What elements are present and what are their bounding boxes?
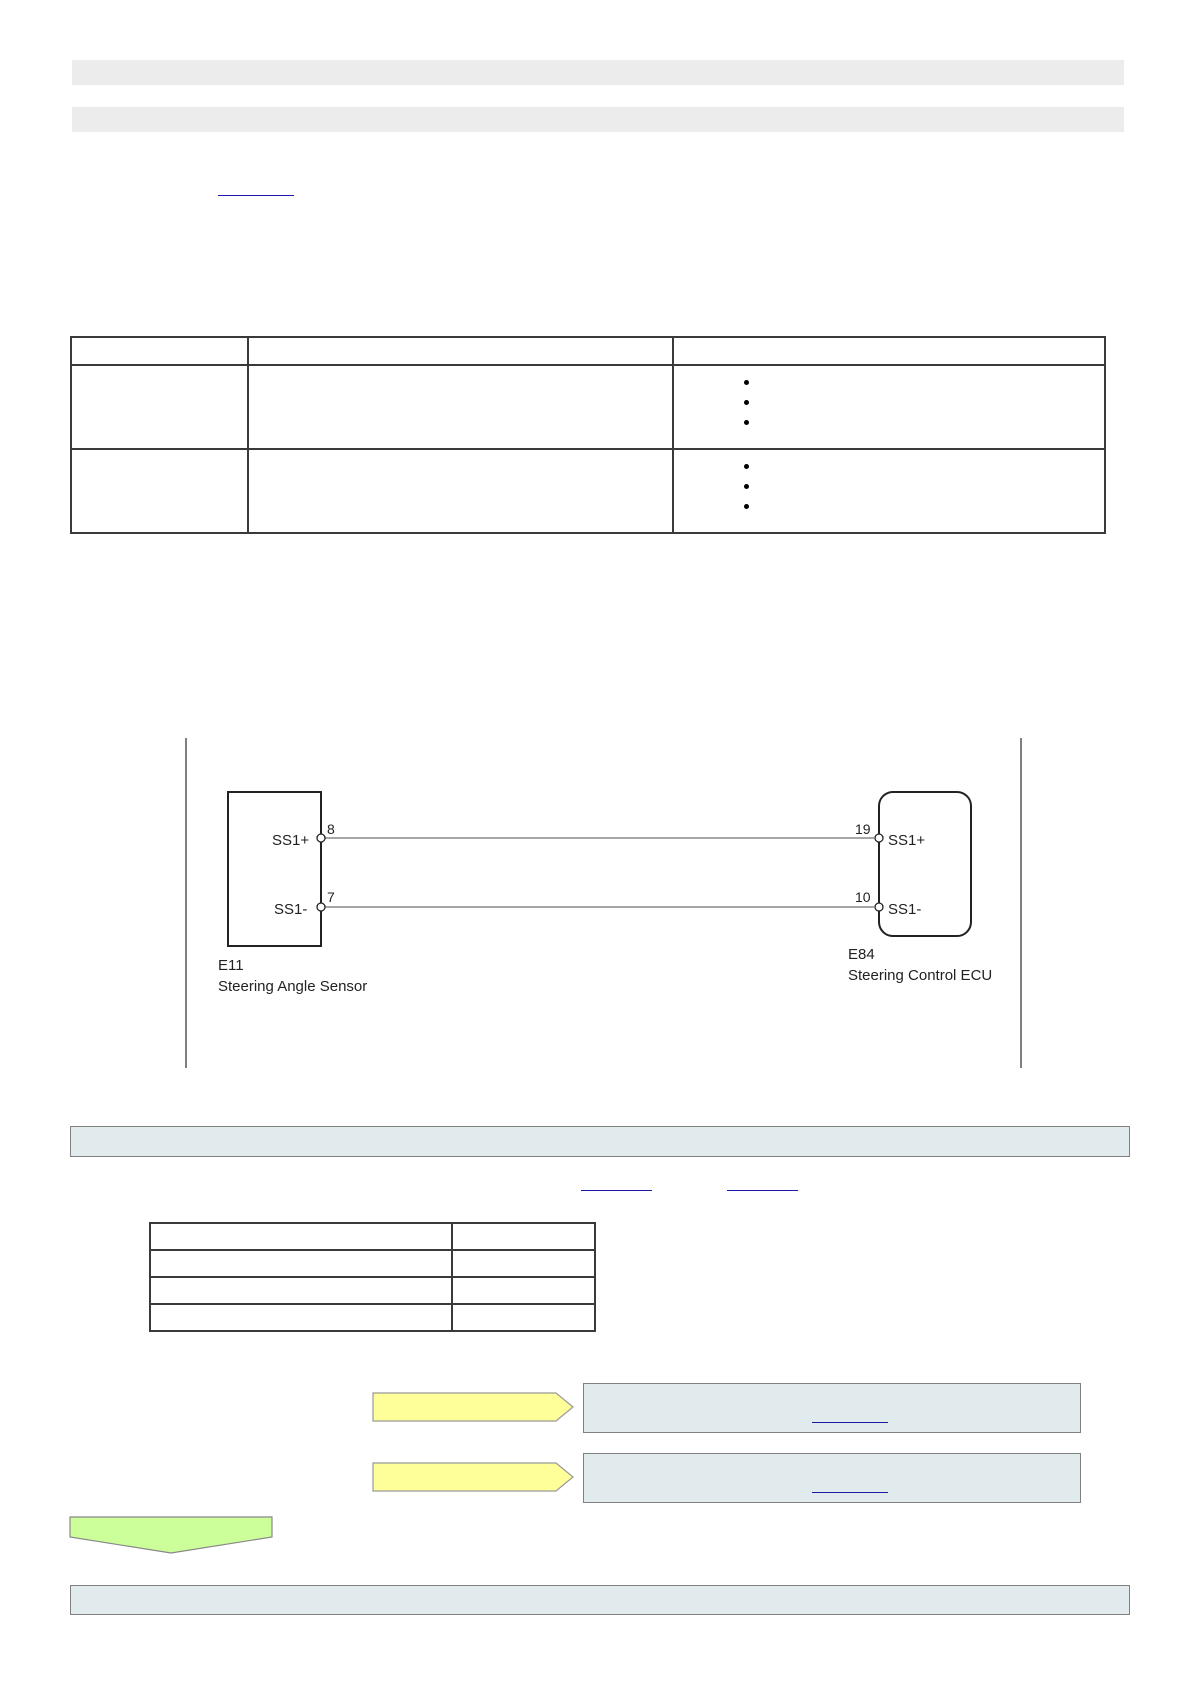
right-component-name: Steering Control ECU — [848, 967, 993, 984]
table-row — [150, 1223, 595, 1250]
table-row — [150, 1250, 595, 1277]
left-pin-label-1: SS1+ — [272, 832, 310, 849]
right-pin-label-1: SS1+ — [888, 832, 926, 849]
step-link-1[interactable] — [581, 1190, 652, 1191]
next-step-arrow-icon[interactable] — [68, 1515, 276, 1555]
result-box-2-link[interactable] — [812, 1492, 888, 1493]
result-table — [149, 1222, 596, 1332]
terminal-icon — [317, 903, 325, 911]
right-pin-number-2: 10 — [855, 889, 871, 905]
result-cell — [150, 1304, 452, 1331]
terminal-icon — [875, 834, 883, 842]
table-row — [150, 1277, 595, 1304]
result-box-1 — [583, 1383, 1081, 1433]
result-cell — [150, 1277, 452, 1304]
result-header-cell — [452, 1223, 595, 1250]
right-component-code: E84 — [848, 946, 875, 963]
left-pin-label-2: SS1- — [274, 901, 308, 918]
right-pin-number-1: 19 — [855, 821, 871, 837]
result-cell — [150, 1250, 452, 1277]
left-component-code: E11 — [218, 957, 244, 974]
result-box-1-link[interactable] — [812, 1422, 888, 1423]
left-pin-number-2: 7 — [327, 889, 335, 905]
result-cell — [452, 1277, 595, 1304]
left-component-name: Steering Angle Sensor — [218, 978, 368, 995]
result-box-2 — [583, 1453, 1081, 1503]
result-header-cell — [150, 1223, 452, 1250]
steering-angle-sensor-box — [228, 792, 321, 946]
result-cell — [452, 1250, 595, 1277]
terminal-icon — [875, 903, 883, 911]
step-section-bar — [70, 1126, 1130, 1157]
terminal-icon — [317, 834, 325, 842]
next-section-bar — [70, 1585, 1130, 1615]
step-link-2[interactable] — [727, 1190, 798, 1191]
result-arrow-1[interactable] — [372, 1391, 576, 1423]
right-pin-label-2: SS1- — [888, 901, 922, 918]
left-pin-number-1: 8 — [327, 821, 335, 837]
table-row — [150, 1304, 595, 1331]
result-arrow-2[interactable] — [372, 1461, 576, 1493]
result-cell — [452, 1304, 595, 1331]
